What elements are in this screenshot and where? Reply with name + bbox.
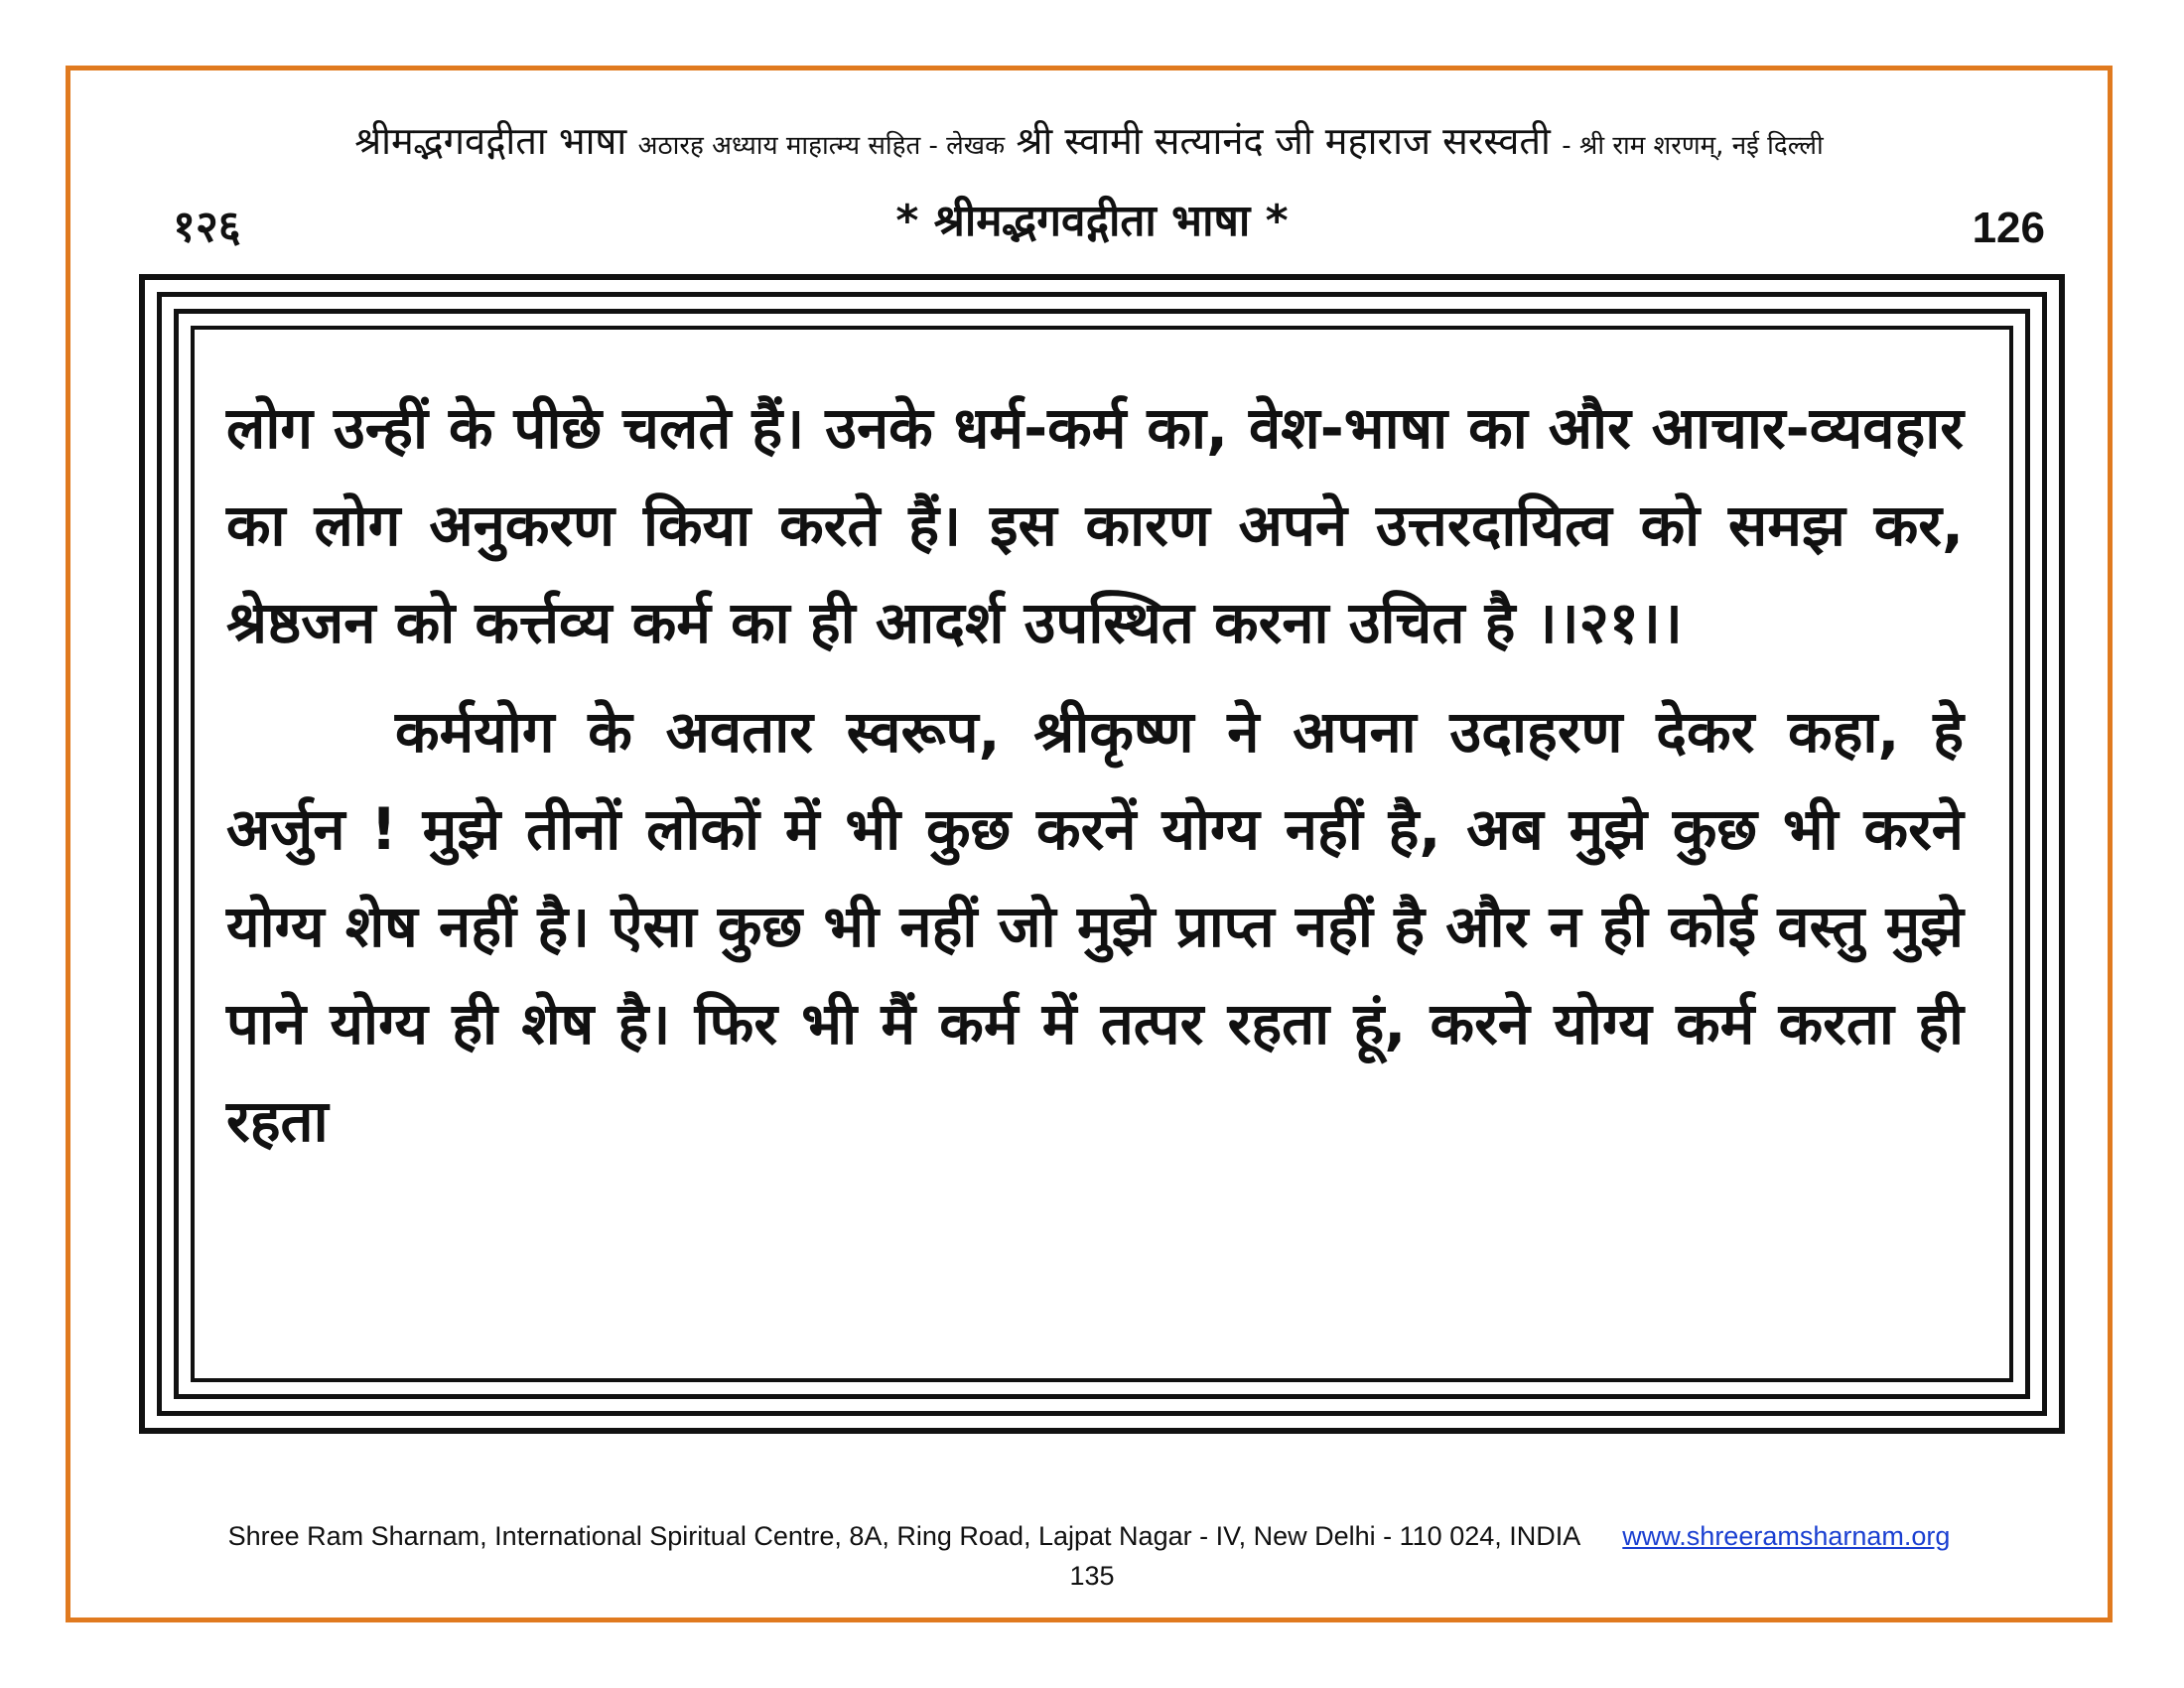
header-publisher: - श्री राम शरणम्, नई दिल्ली — [1562, 131, 1824, 161]
header-author: श्री स्वामी सत्यानंद जी महाराज सरस्वती — [1016, 119, 1551, 163]
book-page-number: 126 — [1972, 204, 2045, 252]
footer-page-number: 135 — [1069, 1561, 1115, 1591]
paragraph: कर्मयोग के अवतार स्वरूप, श्रीकृष्ण ने अपना उदाहरण देकर कहा, हे अर्जुन ! मुझे तीनों लोकों में भी कुछ करनें योग्य नहीं है, अब मुझे कुछ भी करने योग्य शेष नहीं है। ऐसा कुछ भी नहीं जो मुझे प्राप्त नहीं है और न ही कोई वस्तु मुझे पाने योग्य ही शेष है। फिर भी मैं कर्म में तत्पर रहता हूं, करने योग्य कर्म करता ही रहता — [226, 698, 1964, 1155]
website-link[interactable]: www.shreeramsharnam.org — [1622, 1521, 1951, 1551]
document-header — [66, 117, 2113, 170]
footer-address: Shree Ram Sharnam, International Spiritual Centre, 8A, Ring Road, Lajpat Nagar - IV, New Delhi - 110 024, INDIA — [227, 1521, 1579, 1551]
header-title: श्रीमद्भगवद्गीता भाषा — [354, 119, 627, 163]
book-page-number-devanagari: १२६ — [173, 202, 241, 252]
paragraph: लोग उन्हीं के पीछे चलते हैं। उनके धर्म-कर्म का, वेश-भाषा का और आचार-व्यवहार का लोग अनुकरण किया करते हैं। इस कारण अपने उत्तरदायित्व को समझ कर, श्रेष्ठजन को कर्त्तव्य कर्म का ही आदर्श उपस्थित करना उचित है ।।२१।। — [226, 394, 1964, 656]
header-subtitle: अठारह अध्याय माहात्म्य सहित - लेखक — [637, 131, 1006, 161]
footer — [66, 1521, 2113, 1552]
running-title: * श्रीमद्भगवद्गीता भाषा * — [895, 196, 1289, 246]
scan-body-text — [226, 379, 1964, 1170]
